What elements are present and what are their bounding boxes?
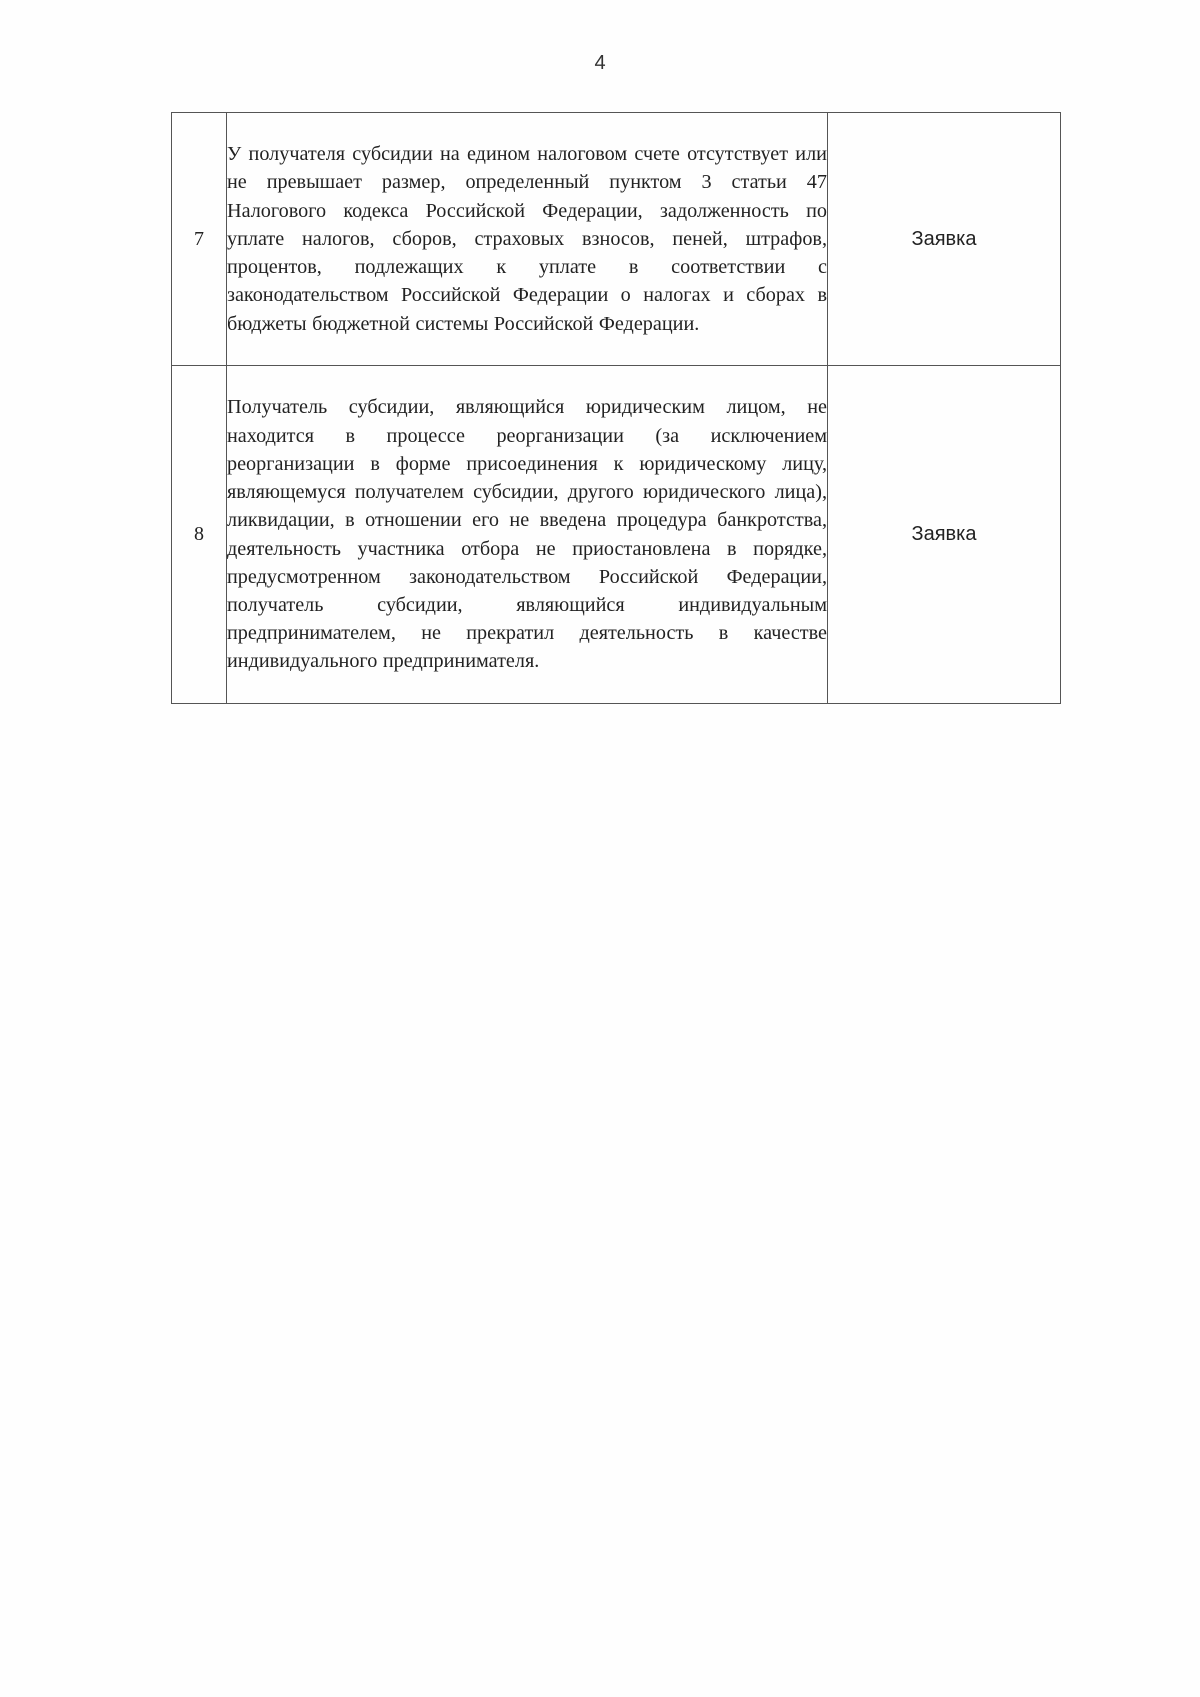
requirement-text: У получателя субсидии на едином налоговом счете отсутствует или не превышает размер, определенный пунктом 3 статьи 47 Налогового кодекса Российской Федерации, задолженность по уплате налогов, сборов, страховых взносов, пеней, штрафов, процентов, подлежащих к уплате в соответствии с законодательством Российской Федерации о налогах и сборах в бюджеты бюджетной системы Российской Федерации. — [227, 143, 827, 335]
requirement-cell — [227, 113, 828, 366]
table-row — [172, 113, 1061, 366]
requirements-table — [171, 112, 1061, 704]
table-row — [172, 366, 1061, 704]
requirement-text: Получатель субсидии, являющийся юридическим лицом, не находится в процессе реорганизации (за исключением реорганизации в форме присоединения к юридическому лицу, являющемуся получателем субсидии, другого юридического лица), ликвидации, в отношении его не введена процедура банкротства, деятельность участника отбора не приостановлена в порядке, предусмотренном законодательством Российской Федерации, получатель субсидии, являющийся индивидуальным предпринимателем, не прекратил деятельность в качестве индивидуального предпринимателя. — [227, 396, 827, 673]
requirement-cell — [227, 366, 828, 704]
page-number: 4 — [594, 52, 606, 74]
document-cell: Заявка — [828, 366, 1061, 704]
row-number: 7 — [172, 113, 227, 366]
row-number: 8 — [172, 366, 227, 704]
document-cell: Заявка — [828, 113, 1061, 366]
